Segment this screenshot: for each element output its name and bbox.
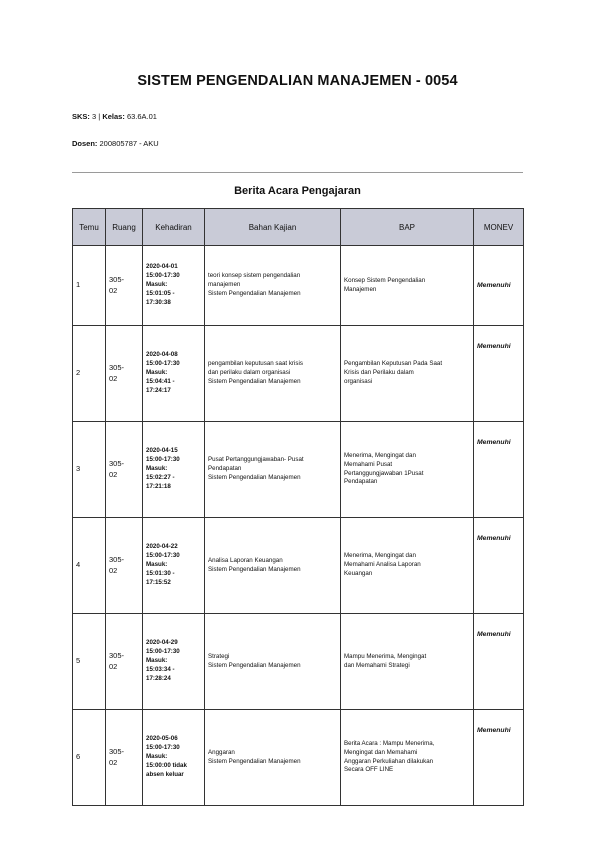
ruang-line: 02 — [109, 661, 118, 671]
cell-bap — [341, 614, 474, 710]
kehadiran-line: Masuk: — [146, 465, 168, 472]
bap-line: Pertanggungjawaban 1Pusat — [344, 469, 424, 477]
cell-ruang — [106, 422, 143, 518]
bahan-line: pengambilan keputusan saat krisis — [208, 360, 303, 368]
bap-line: Mengingat dan Memahami — [344, 748, 418, 756]
kehadiran-line: 15:00:00 tidak — [146, 761, 187, 769]
bap-line: Keuangan — [344, 569, 373, 577]
kehadiran-line: 17:28:24 — [146, 674, 171, 682]
table-row — [73, 518, 524, 614]
bahan-line: Sistem Pengendalian Manajemen — [208, 565, 301, 573]
cell-kehadiran — [143, 518, 205, 614]
cell-temu: 6 — [73, 710, 106, 806]
cell-bahan-kajian — [205, 614, 341, 710]
bahan-line: Analisa Laporan Keuangan — [208, 556, 283, 564]
cell-monev: Memenuhi — [474, 710, 524, 806]
cell-bap — [341, 710, 474, 806]
bahan-line: Sistem Pengendalian Manajemen — [208, 289, 301, 297]
ruang-line: 305- — [109, 363, 125, 372]
class-info — [72, 112, 157, 121]
bap-line: organisasi — [344, 377, 373, 385]
cell-ruang — [106, 326, 143, 422]
ruang-line: 02 — [109, 757, 118, 767]
bahan-line: Sistem Pengendalian Manajemen — [208, 377, 301, 385]
cell-monev: Memenuhi — [474, 614, 524, 710]
cell-bahan-kajian — [205, 326, 341, 422]
bap-line: dan Memahami Strategi — [344, 661, 410, 669]
cell-monev: Memenuhi — [474, 518, 524, 614]
kehadiran-line: 15:04:41 - — [146, 377, 175, 385]
kehadiran-line: 15:00-17:30 — [146, 648, 180, 656]
sks-label: SKS: — [72, 112, 90, 121]
bap-line: Memahami Analisa Laporan — [344, 561, 421, 568]
table-row — [73, 710, 524, 806]
cell-ruang — [106, 518, 143, 614]
dosen-label: Dosen: — [72, 139, 98, 148]
table-row — [73, 246, 524, 326]
ruang-line: 02 — [109, 373, 118, 383]
kehadiran-line: Masuk: — [146, 753, 168, 760]
cell-temu: 4 — [73, 518, 106, 614]
header-ruang: Ruang — [106, 209, 143, 246]
kehadiran-line: Masuk: — [146, 369, 168, 376]
cell-kehadiran — [143, 422, 205, 518]
cell-bap — [341, 246, 474, 326]
bap-line: Memahami Pusat — [344, 460, 393, 468]
kehadiran-line: 17:15:52 — [146, 578, 171, 586]
bahan-line: Sistem Pengendalian Manajemen — [208, 757, 301, 765]
kehadiran-line: 2020-04-15 — [146, 447, 178, 455]
bap-line: Krisis dan Perilaku dalam — [344, 369, 414, 376]
table-row — [73, 326, 524, 422]
cell-bahan-kajian — [205, 710, 341, 806]
kehadiran-line: 15:02:27 - — [146, 473, 175, 481]
ruang-line: 02 — [109, 469, 118, 479]
table-row — [73, 422, 524, 518]
kehadiran-line: 2020-04-08 — [146, 351, 178, 359]
cell-monev: Memenuhi — [474, 422, 524, 518]
kehadiran-line: Masuk: — [146, 657, 168, 664]
cell-monev: Memenuhi — [474, 246, 524, 326]
header-monev: MONEV — [474, 209, 524, 246]
divider — [72, 172, 523, 173]
cell-bap — [341, 326, 474, 422]
bahan-line: manajemen — [208, 281, 241, 288]
kehadiran-line: Masuk: — [146, 281, 168, 288]
lecturer-info — [72, 139, 159, 148]
ruang-line: 02 — [109, 565, 118, 575]
cell-ruang — [106, 710, 143, 806]
bap-line: Menerima, Mengingat dan — [344, 451, 416, 459]
teaching-report-table — [72, 208, 524, 806]
kehadiran-line: 15:01:05 - — [146, 289, 175, 297]
cell-kehadiran — [143, 326, 205, 422]
bahan-line: Pendapatan — [208, 465, 242, 472]
kehadiran-line: 15:00-17:30 — [146, 360, 180, 368]
bap-line: Mampu Menerima, Mengingat — [344, 652, 427, 660]
ruang-line: 305- — [109, 747, 125, 756]
bap-line: Pengambilan Keputusan Pada Saat — [344, 360, 443, 368]
cell-bap — [341, 518, 474, 614]
bahan-line: Sistem Pengendalian Manajemen — [208, 661, 301, 669]
table-header-row — [73, 209, 524, 246]
ruang-line: 305- — [109, 275, 125, 284]
cell-kehadiran — [143, 710, 205, 806]
kehadiran-line: 15:00-17:30 — [146, 456, 180, 464]
bap-line: Manajemen — [344, 285, 377, 293]
sks-value: 3 — [92, 112, 97, 121]
kelas-value: 63.6A.01 — [126, 112, 157, 121]
bahan-line: Sistem Pengendalian Manajemen — [208, 473, 301, 481]
kehadiran-line: 2020-04-01 — [146, 263, 178, 271]
kehadiran-line: 2020-04-29 — [146, 639, 178, 647]
bahan-line: Strategi — [208, 652, 230, 660]
cell-bahan-kajian — [205, 246, 341, 326]
document-title: SISTEM PENGENDALIAN MANAJEMEN - 0054 — [137, 73, 458, 89]
ruang-line: 305- — [109, 459, 125, 468]
ruang-line: 305- — [109, 651, 125, 660]
cell-kehadiran — [143, 246, 205, 326]
kehadiran-line: 17:21:18 — [146, 482, 171, 490]
kehadiran-line: 15:01:30 - — [146, 569, 175, 577]
kehadiran-line: 2020-05-06 — [146, 735, 178, 743]
kehadiran-line: 15:00-17:30 — [146, 552, 180, 560]
cell-bap — [341, 422, 474, 518]
bahan-line: dan perilaku dalam organisasi — [208, 369, 291, 376]
section-title: Berita Acara Pengajaran — [234, 185, 361, 197]
kehadiran-line: 15:03:34 - — [146, 665, 175, 673]
cell-temu: 5 — [73, 614, 106, 710]
cell-bahan-kajian — [205, 422, 341, 518]
header-bahan-kajian: Bahan Kajian — [205, 209, 341, 246]
kelas-label: Kelas: — [102, 112, 125, 121]
cell-kehadiran — [143, 614, 205, 710]
dosen-value: 200805787 - AKU — [99, 139, 159, 148]
kehadiran-line: Masuk: — [146, 561, 168, 568]
cell-bahan-kajian — [205, 518, 341, 614]
header-kehadiran: Kehadiran — [143, 209, 205, 246]
bap-line: Secara OFF LINE — [344, 766, 394, 774]
cell-temu: 3 — [73, 422, 106, 518]
bap-line: Pendapatan — [344, 478, 378, 486]
kehadiran-line: 17:24:17 — [146, 386, 171, 394]
cell-monev: Memenuhi — [474, 326, 524, 422]
ruang-line: 305- — [109, 555, 125, 564]
kehadiran-line: 15:00-17:30 — [146, 272, 180, 280]
bap-line: Anggaran Perkuliahan dilakukan — [344, 757, 434, 765]
bahan-line: Pusat Pertanggungjawaban- Pusat — [208, 456, 304, 464]
table-row — [73, 614, 524, 710]
header-temu: Temu — [73, 209, 106, 246]
separator: | — [98, 112, 101, 121]
bap-line: Menerima, Mengingat dan — [344, 552, 416, 560]
header-bap: BAP — [341, 209, 474, 246]
cell-temu: 2 — [73, 326, 106, 422]
bap-line: Konsep Sistem Pengendalian — [344, 276, 426, 284]
bap-line: Berita Acara : Mampu Menerima, — [344, 739, 435, 747]
kehadiran-line: 17:30:38 — [146, 298, 171, 306]
kehadiran-line: 2020-04-22 — [146, 543, 178, 551]
ruang-line: 02 — [109, 285, 118, 295]
cell-ruang — [106, 614, 143, 710]
kehadiran-line: 15:00-17:30 — [146, 744, 180, 752]
kehadiran-line: absen keluar — [146, 770, 184, 778]
bahan-line: Anggaran — [208, 748, 235, 756]
cell-temu: 1 — [73, 246, 106, 326]
cell-ruang — [106, 246, 143, 326]
bahan-line: teori konsep sistem pengendalian — [208, 272, 301, 280]
